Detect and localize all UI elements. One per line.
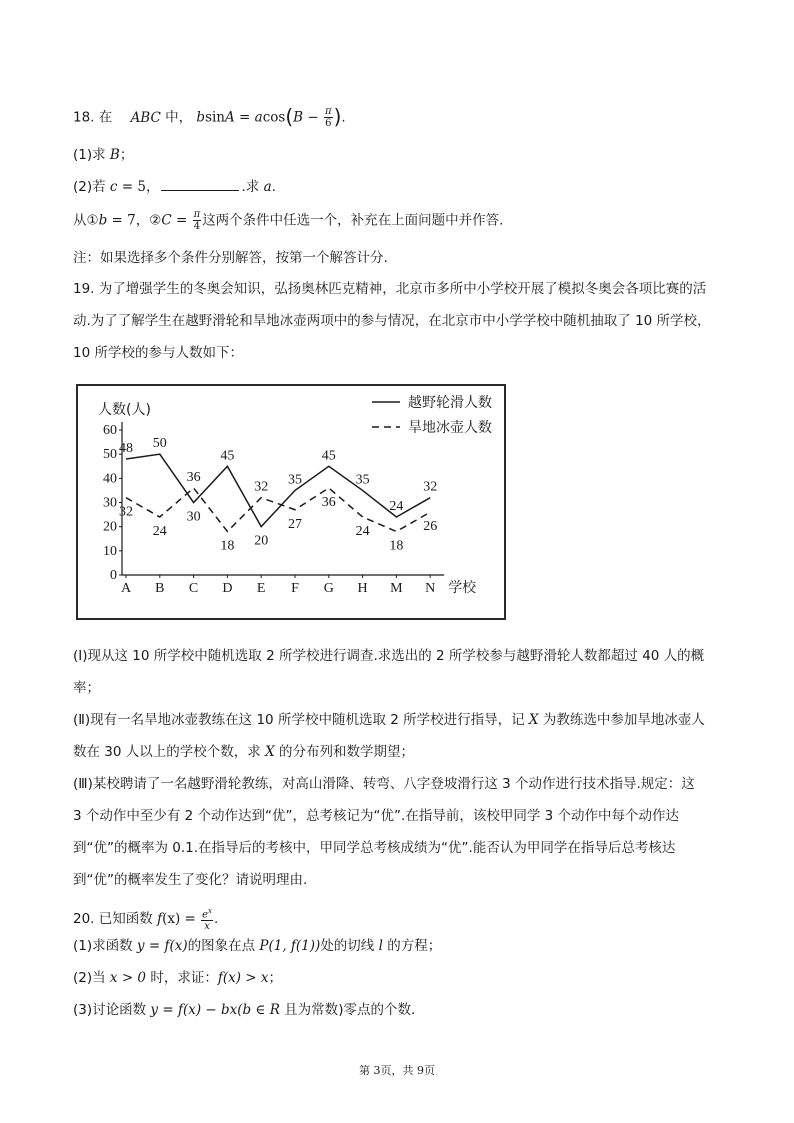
data-label: 35 — [355, 472, 370, 488]
q18-cond2-C: C — [161, 212, 172, 229]
q20-p1-eq: y = f(x) — [136, 938, 188, 954]
x-tick-label: N — [425, 581, 436, 596]
q18-cond2-eq: = — [171, 212, 192, 229]
q18-part1-var: B — [109, 147, 120, 163]
q18-triangle: ABC — [130, 109, 161, 126]
line-chart-frame — [76, 384, 506, 620]
q18-cond1-marker: ① — [86, 212, 99, 229]
data-label: 32 — [254, 479, 269, 495]
q20-p1-prefix: (1)求函数 — [73, 938, 137, 954]
q18-part2-eq: = 5， — [117, 179, 160, 195]
q20-p2-mid: 时，求证： — [146, 970, 218, 986]
q18-var-A: A — [225, 109, 235, 126]
q19-part2-text-a: (Ⅱ)现有一名旱地冰壶教练在这 10 所学校中随机选取 2 所学校进行指导，记 — [73, 712, 529, 728]
q20-f: f — [157, 911, 163, 928]
q19-part1-line1: (Ⅰ)现从这 10 所学校中随机选取 2 所学校进行调查.求选出的 2 所学校参与越野滑轮人数都超过 40 人的概 — [73, 648, 705, 664]
page-footer: 第 3页，共 9页 — [359, 1064, 435, 1077]
q20-fraction — [201, 906, 213, 932]
q18-sin: sin — [205, 109, 226, 126]
x-tick-label: C — [188, 581, 199, 596]
q18-cond2-den: 4 — [193, 221, 201, 232]
q20-period: . — [213, 911, 219, 928]
q19-part2-line1 — [73, 710, 734, 730]
q18-cond1-val: = 7， — [107, 212, 150, 229]
y-tick-label: 10 — [103, 543, 117, 559]
q18-period: . — [341, 109, 346, 126]
q20-p3-end: )零点的个数. — [338, 1002, 416, 1018]
series-line-1 — [126, 454, 430, 527]
q18-part1-label: (1)求 — [73, 147, 110, 163]
q19-part2-text-b: 为教练选中参加旱地冰壶人 — [538, 712, 705, 728]
q19-part2-line2 — [73, 742, 734, 762]
q18-frac-num: π — [325, 106, 332, 117]
q20-frac-num: $e^x$ — [202, 907, 212, 921]
q19-part3-line1: (Ⅲ)某校聘请了一名越野滑轮教练，对高山滑降、转弯、八字登坡滑行这 3 个动作进行技术指导.规定：这 — [73, 776, 695, 792]
q19-intro-2: 动.为了了解学生在越野滑轮和旱地冰壶两项中的参与情况，在北京市中小学学校中随机抽取了 10 所学校， — [73, 313, 711, 329]
q18-part1-end: ； — [119, 147, 134, 163]
q18-paren-close: ) — [333, 104, 342, 129]
q18-part2 — [73, 177, 734, 197]
x-axis-label: 学校 — [448, 580, 477, 596]
q19-part3-line2: 3 个动作中至少有 2 个动作达到“优”，总考核记为“优”.在指导前，该校甲同学 3 个动作中每个动作达 — [73, 808, 679, 824]
y-tick-label: 0 — [110, 568, 117, 583]
q18-stem — [73, 106, 734, 129]
q19-part3-line3: 到“优”的概率为 0.1.在指导后的考核中，甲同学总考核成绩为“优”.能否认为甲同学在指导后总考核达 — [73, 840, 676, 856]
q19-intro-1: 19. 为了增强学生的冬奥会知识，弘扬奥林匹克精神，北京市多所中小学校开展了模拟冬奥会各项比赛的活 — [73, 281, 707, 297]
q18-choose-suffix: 这两个条件中任选一个，补充在上面问题中并作答. — [202, 212, 504, 229]
q18-cond2-marker: ② — [149, 212, 162, 229]
q19-part2-text-c: 数在 30 人以上的学校个数，求 — [73, 744, 266, 760]
q18-var-a: a — [254, 109, 263, 126]
q18-cond2-fraction — [193, 209, 202, 232]
legend-label-2: 旱地冰壶人数 — [408, 420, 492, 436]
data-label: 18 — [389, 538, 404, 554]
q20-p3-prefix: (3)讨论函数 — [73, 1002, 151, 1018]
data-label: 32 — [119, 504, 133, 520]
q18-minus: − — [303, 109, 323, 126]
q20-p1-mid: 的图象在点 — [187, 938, 260, 954]
data-label: 24 — [152, 524, 167, 539]
q20-p1-mid2: 处的切线 — [320, 938, 379, 954]
q20-p1-point: P(1, f(1)) — [259, 938, 321, 954]
data-label: 36 — [321, 495, 336, 510]
q18-choose-prefix: 从 — [73, 212, 87, 229]
q20-p2-prefix: (2)当 — [73, 970, 110, 986]
answer-blank[interactable] — [161, 177, 239, 191]
q18-part2-a: a — [263, 179, 272, 195]
x-tick-label: E — [256, 581, 266, 596]
data-label: 50 — [152, 436, 167, 452]
q20-p1-l: l — [378, 938, 383, 954]
legend-label-1: 越野轮滑人数 — [408, 395, 492, 411]
q18-part2-c: c — [109, 179, 118, 195]
data-label: 27 — [288, 516, 302, 532]
data-label: 45 — [321, 448, 336, 464]
data-label: 24 — [355, 524, 370, 539]
q18-conditions — [73, 209, 734, 232]
q20-p2-end: ； — [268, 970, 282, 986]
q18-var-b: b — [196, 109, 206, 126]
data-label: 18 — [220, 538, 235, 554]
y-tick-label: 50 — [103, 447, 117, 463]
x-tick-label: D — [222, 581, 233, 596]
q18-note: 注：如果选择多个条件分别解答，按第一个解答计分. — [73, 250, 388, 266]
data-label: 20 — [254, 533, 269, 549]
q18-paren-open: ( — [285, 104, 294, 129]
q18-cond1-b: b — [98, 212, 108, 229]
q18-frac-den: 6 — [325, 118, 332, 129]
series-line-2 — [126, 488, 430, 532]
q19-part2-text-d: 的分布列和数学期望； — [274, 744, 414, 760]
q18-equals: = — [234, 109, 255, 126]
q18-cond2-num: π — [193, 209, 201, 220]
data-label: 30 — [186, 509, 201, 525]
data-label: 26 — [423, 519, 438, 535]
x-tick-label: H — [357, 581, 368, 596]
q19-part1-line2: 率； — [73, 680, 100, 696]
q19-part2-var-X: X — [528, 712, 539, 728]
q18-part2-suffix: .求 — [241, 179, 264, 195]
q19-intro-3: 10 所学校的参与人数如下： — [73, 345, 243, 361]
q20-p2-ineq: f(x) > x — [217, 970, 269, 986]
q18-cos: cos — [262, 109, 286, 126]
x-tick-label: F — [291, 581, 299, 596]
y-tick-label: 20 — [103, 519, 117, 535]
data-label: 24 — [389, 499, 404, 514]
q20-p1-end: 的方程； — [382, 938, 442, 954]
y-axis-label: 人数(人) — [98, 402, 151, 418]
line-chart — [78, 386, 504, 618]
q18-part2-end: . — [271, 179, 276, 195]
q18-text: 中， — [165, 109, 193, 126]
q18-part2-label: (2)若 — [73, 179, 110, 195]
q20-fx: (x) = — [162, 911, 201, 928]
q20-p3-mid: 且为常数 — [279, 1002, 339, 1018]
data-label: 45 — [220, 448, 235, 464]
q18-number: 18. 在 — [73, 109, 113, 126]
q18-fraction — [324, 106, 333, 129]
data-label: 32 — [423, 479, 438, 495]
q20-frac-den: x — [204, 921, 210, 933]
data-label: 36 — [186, 470, 201, 485]
x-tick-label: M — [390, 581, 403, 596]
y-tick-label: 60 — [103, 423, 117, 438]
q20-part1 — [73, 936, 734, 956]
data-label: 35 — [288, 472, 302, 488]
q20-p3-eq: y = f(x) − bx(b ∈ R — [150, 1002, 280, 1018]
q19-part2-var-X2: X — [265, 744, 275, 760]
q18-var-B: B — [293, 109, 304, 126]
data-label: 48 — [119, 441, 133, 456]
q20-stem — [73, 906, 734, 932]
q20-p2-cond: x > 0 — [109, 970, 147, 986]
q20-frac-exponent: x — [208, 907, 212, 915]
x-tick-label: G — [323, 581, 334, 596]
q20-part2 — [73, 968, 734, 988]
q20-number: 20. 已知函数 — [73, 911, 158, 928]
q20-part3 — [73, 1000, 734, 1020]
y-tick-label: 30 — [103, 495, 117, 511]
q18-part1 — [73, 145, 734, 165]
q19-part3-line4: 到“优”的概率发生了变化？请说明理由. — [73, 872, 308, 888]
x-tick-label: B — [155, 581, 165, 596]
x-tick-label: A — [120, 581, 132, 596]
y-tick-label: 40 — [103, 471, 117, 487]
